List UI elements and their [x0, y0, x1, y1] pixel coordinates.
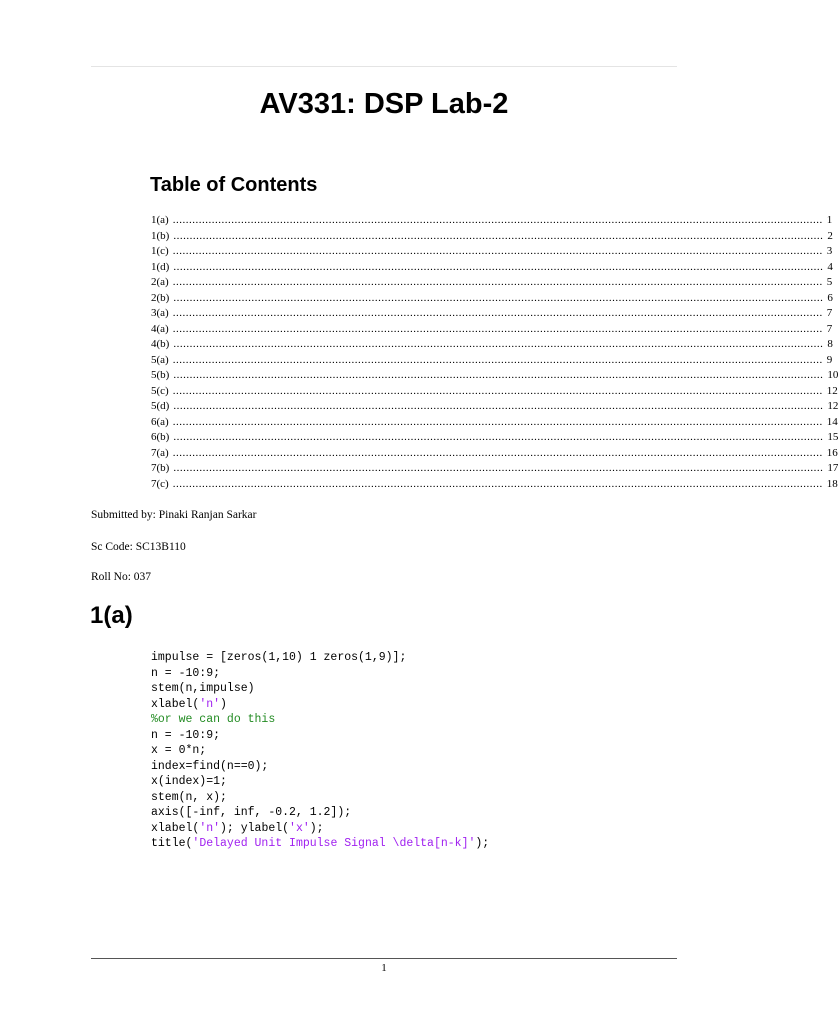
toc-entry-page: 18 — [826, 477, 838, 490]
code-text: x(index)=1; — [151, 775, 227, 788]
toc-entry[interactable] — [151, 399, 838, 415]
code-string: 'x' — [289, 821, 310, 835]
toc-entry-page: 17 — [827, 462, 838, 474]
code-line — [151, 836, 489, 852]
page-number: 1 — [381, 962, 387, 974]
code-line — [151, 728, 489, 744]
code-line — [151, 666, 489, 682]
toc-entry[interactable] — [151, 384, 838, 400]
toc-entry-page: 15 — [827, 431, 838, 443]
toc-entry-label: 5(b) — [151, 369, 170, 381]
code-text: impulse = [zeros(1,10) 1 zeros(1,9)]; — [151, 651, 407, 664]
toc-entry-page: 3 — [826, 245, 833, 257]
toc-entry-page: 14 — [826, 415, 838, 428]
toc-entry-label: 5(d) — [151, 400, 170, 412]
code-line — [151, 743, 489, 759]
toc-entry-label: 1(b) — [151, 229, 170, 242]
toc-entry[interactable] — [151, 337, 833, 353]
toc-leader-dots: ........................................................................................................................................................................................................ — [173, 260, 824, 273]
toc-leader-dots: ........................................................................................................................................................................................................ — [173, 229, 824, 242]
toc-entry[interactable] — [151, 353, 833, 369]
toc-entry-label: 3(a) — [151, 307, 169, 319]
toc-entry-page: 2 — [827, 229, 833, 242]
toc-entry[interactable] — [151, 275, 833, 291]
toc-entry[interactable] — [151, 368, 838, 384]
toc-entry[interactable] — [151, 461, 838, 477]
code-line — [151, 712, 489, 728]
toc-entry-label: 4(b) — [151, 338, 170, 350]
toc-entry[interactable] — [151, 260, 833, 276]
toc-entry[interactable] — [151, 430, 838, 446]
code-line — [151, 821, 489, 837]
code-text: ) — [220, 697, 227, 711]
toc-leader-dots: ........................................................................................................................................................................................................ — [173, 291, 824, 304]
toc-entry-page: 12 — [826, 384, 838, 397]
code-text: n = -10:9; — [151, 728, 221, 742]
sc-code: Sc Code: SC13B110 — [91, 541, 186, 553]
toc-entry-page: 7 — [826, 322, 833, 335]
toc-entry-page: 12 — [827, 400, 838, 412]
code-text: n = -10:9; — [151, 666, 221, 680]
footer-rule — [91, 958, 677, 959]
toc-leader-dots: ........................................................................................................................................................................................................ — [172, 446, 823, 459]
code-text: index=find(n==0); — [151, 759, 269, 773]
toc-entry-page: 4 — [827, 260, 833, 273]
code-line — [151, 681, 489, 697]
toc-entry-page: 5 — [826, 276, 833, 288]
submitted-by: Submitted by: Pinaki Ranjan Sarkar — [91, 509, 257, 521]
toc-heading: Table of Contents — [150, 174, 318, 196]
roll-no: Roll No: 037 — [91, 571, 152, 583]
code-line — [151, 759, 489, 775]
toc-entry-label: 2(a) — [151, 276, 169, 288]
toc-entry-label: 1(d) — [151, 260, 170, 273]
toc-entry[interactable] — [151, 322, 833, 338]
toc-entry[interactable] — [151, 229, 833, 245]
toc-leader-dots: ........................................................................................................................................................................................................ — [173, 462, 824, 474]
toc-entry[interactable] — [151, 306, 833, 322]
toc-leader-dots: ........................................................................................................................................................................................................ — [172, 384, 823, 397]
toc-leader-dots: ........................................................................................................................................................................................................ — [172, 214, 823, 226]
code-text: xlabel( — [151, 821, 200, 835]
section-heading: 1(a) — [90, 602, 133, 629]
toc-entry[interactable] — [151, 291, 833, 307]
toc-leader-dots: ........................................................................................................................................................................................................ — [173, 369, 824, 381]
toc-entry-label: 5(c) — [151, 384, 169, 397]
toc-entry-label: 1(a) — [151, 214, 169, 226]
code-block — [151, 650, 489, 852]
toc-entry-page: 7 — [826, 307, 833, 319]
code-text: stem(n, x); — [151, 790, 227, 804]
toc-leader-dots: ........................................................................................................................................................................................................ — [173, 338, 824, 350]
toc-leader-dots: ........................................................................................................................................................................................................ — [173, 400, 824, 412]
toc-leader-dots: ........................................................................................................................................................................................................ — [173, 431, 824, 443]
toc-leader-dots: ........................................................................................................................................................................................................ — [172, 353, 823, 366]
code-text: ); — [309, 821, 324, 835]
code-text: ); — [475, 837, 490, 850]
toc-entry-page: 9 — [826, 353, 833, 366]
toc-entry-page: 1 — [826, 214, 833, 226]
toc-entry-page: 10 — [827, 369, 838, 381]
code-text: axis([-inf, inf, -0.2, 1.2]); — [151, 806, 352, 819]
toc-entry-page: 16 — [826, 446, 838, 459]
table-of-contents — [151, 213, 838, 492]
toc-entry-page: 8 — [827, 338, 833, 350]
code-line — [151, 790, 489, 806]
top-rule — [91, 66, 677, 67]
code-string: 'n' — [199, 697, 221, 711]
code-line — [151, 805, 489, 821]
toc-entry-label: 5(a) — [151, 353, 169, 366]
toc-entry-label: 4(a) — [151, 322, 169, 335]
code-text: title( — [151, 837, 193, 850]
code-line — [151, 774, 489, 790]
toc-entry-page: 6 — [827, 291, 833, 304]
toc-entry[interactable] — [151, 446, 838, 462]
toc-entry-label: 7(c) — [151, 477, 169, 490]
code-text: x = 0*n; — [151, 744, 207, 757]
toc-leader-dots: ........................................................................................................................................................................................................ — [172, 276, 823, 288]
code-string: 'n' — [199, 821, 221, 835]
toc-entry-label: 2(b) — [151, 291, 170, 304]
toc-entry[interactable] — [151, 477, 838, 493]
code-line — [151, 650, 489, 666]
code-text: xlabel( — [151, 697, 200, 711]
code-string: 'Delayed Unit Impulse Signal \delta[n-k]' — [192, 837, 476, 850]
code-text: stem(n,impulse) — [151, 682, 255, 695]
toc-leader-dots: ........................................................................................................................................................................................................ — [172, 245, 823, 257]
toc-leader-dots: ........................................................................................................................................................................................................ — [172, 477, 823, 490]
document-title: AV331: DSP Lab-2 — [259, 88, 509, 120]
code-line — [151, 697, 489, 713]
code-comment: %or we can do this — [151, 713, 276, 726]
toc-entry-label: 1(c) — [151, 245, 169, 257]
toc-leader-dots: ........................................................................................................................................................................................................ — [172, 307, 823, 319]
toc-leader-dots: ........................................................................................................................................................................................................ — [172, 415, 823, 428]
toc-entry-label: 6(b) — [151, 431, 170, 443]
toc-entry-label: 7(b) — [151, 462, 170, 474]
code-text: ); ylabel( — [220, 821, 290, 835]
toc-entry-label: 7(a) — [151, 446, 169, 459]
toc-entry[interactable] — [151, 244, 833, 260]
toc-entry[interactable] — [151, 415, 838, 431]
toc-entry-label: 6(a) — [151, 415, 169, 428]
toc-entry[interactable] — [151, 213, 833, 229]
toc-leader-dots: ........................................................................................................................................................................................................ — [172, 322, 823, 335]
